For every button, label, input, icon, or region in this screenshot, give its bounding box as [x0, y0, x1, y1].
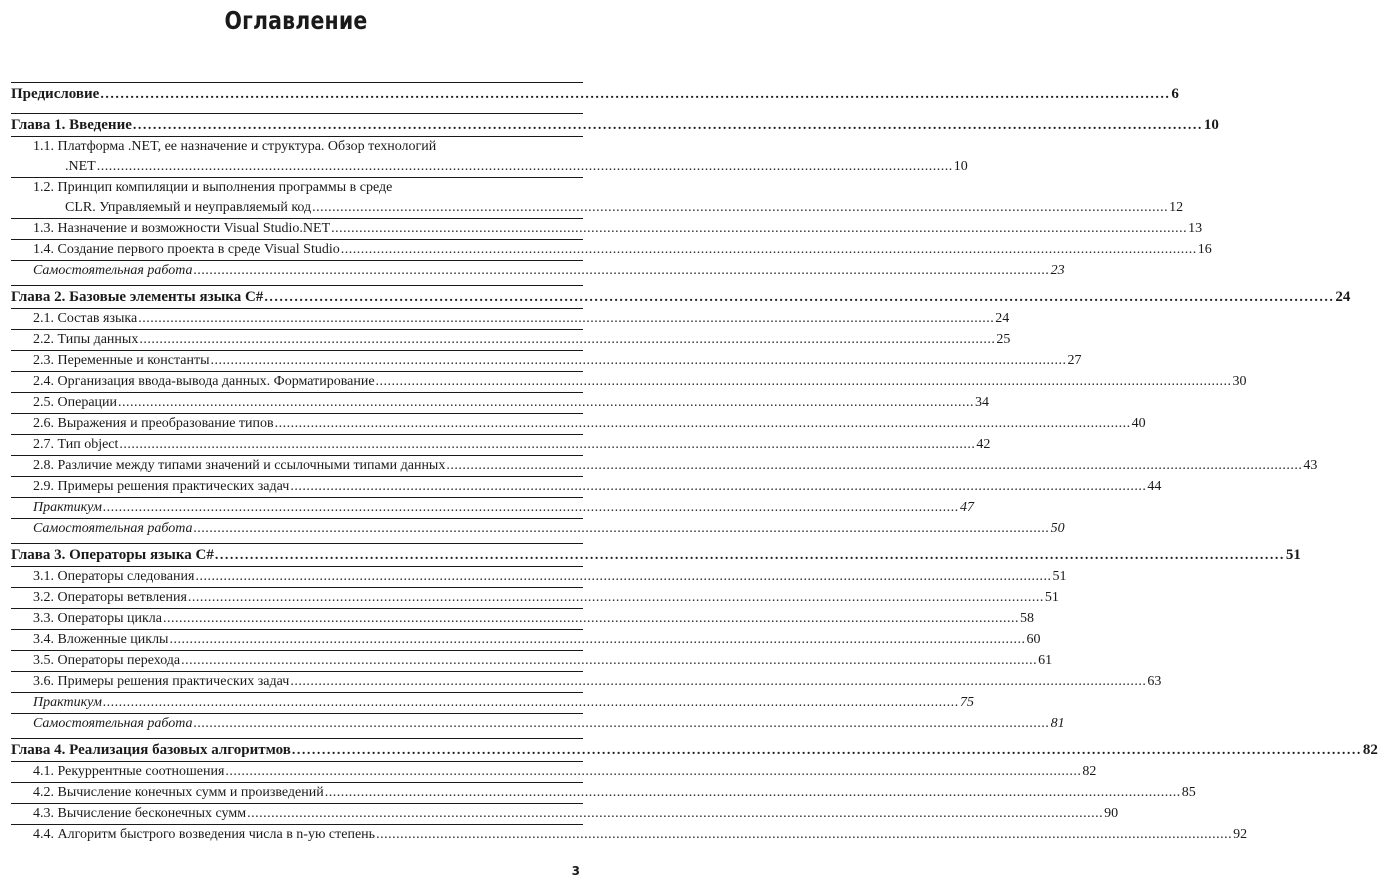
- dot-leader: [138, 309, 994, 329]
- section-title: 2.4. Организация ввода-вывода данных. Форматирование: [33, 374, 375, 389]
- preface-title: Предисловие: [11, 86, 100, 102]
- section-entry[interactable]: [11, 762, 1097, 782]
- section-title-line[interactable]: 1.1. Платформа .NET, ее назначение и структура. Обзор технологий: [33, 139, 437, 154]
- dot-leader: [312, 198, 1168, 218]
- section-entry[interactable]: [11, 567, 1067, 587]
- dot-leader: [325, 783, 1181, 803]
- section-title-line[interactable]: 1.2. Принцип компиляции и выполнения программы в среде: [33, 180, 393, 195]
- dot-leader: [290, 477, 1146, 497]
- dot-leader: [376, 372, 1232, 392]
- section-entry[interactable]: [11, 157, 968, 177]
- section-title: 3.1. Операторы следования: [33, 569, 195, 584]
- chapter-title: Глава 1. Введение: [11, 117, 132, 133]
- section-page: 44: [1147, 479, 1162, 494]
- dot-leader: [275, 414, 1131, 434]
- section-entry[interactable]: [11, 219, 1203, 239]
- section-entry[interactable]: [11, 630, 1041, 650]
- chapter-page: 24: [1335, 289, 1351, 305]
- chapter-title: Глава 3. Операторы языка C#: [11, 547, 214, 563]
- exercise-entry[interactable]: [11, 693, 974, 713]
- section-page: 27: [1067, 353, 1082, 368]
- section-page: 30: [1232, 374, 1247, 389]
- dot-leader: [163, 609, 1019, 629]
- section-entry[interactable]: [11, 309, 1010, 329]
- dot-leader: [133, 115, 1203, 137]
- dot-leader: [194, 261, 1050, 281]
- dot-leader: [188, 588, 1044, 608]
- section-page: 16: [1197, 242, 1212, 257]
- section-entry[interactable]: [11, 783, 1196, 803]
- section-entry[interactable]: [11, 477, 1162, 497]
- table-of-contents: [11, 82, 1378, 849]
- section-page: 40: [1131, 416, 1146, 431]
- spacer: [11, 845, 583, 849]
- section-entry[interactable]: [11, 804, 1119, 824]
- section-title: Самостоятельная работа: [33, 521, 193, 536]
- section-page: 43: [1303, 458, 1318, 473]
- chapter-page: 82: [1362, 742, 1378, 758]
- section-title: 3.6. Примеры решения практических задач: [33, 674, 290, 689]
- section-title: 3.2. Операторы ветвления: [33, 590, 187, 605]
- dot-leader: [290, 672, 1146, 692]
- section-title: 1.4. Создание первого проекта в среде Visual Studio: [33, 242, 340, 257]
- section-title: 2.9. Примеры решения практических задач: [33, 479, 290, 494]
- section-title: 2.3. Переменные и константы: [33, 353, 210, 368]
- dot-leader: [103, 498, 959, 518]
- section-page: 61: [1038, 653, 1053, 668]
- section-title: Практикум: [33, 695, 102, 710]
- section-title: 4.2. Вычисление конечных сумм и произведений: [33, 785, 324, 800]
- dot-leader: [331, 219, 1187, 239]
- chapter-entry[interactable]: [11, 544, 1301, 566]
- section-title: 4.1. Рекуррентные соотношения: [33, 764, 225, 779]
- section-title: 2.5. Операции: [33, 395, 118, 410]
- section-entry[interactable]: [11, 825, 1248, 845]
- dot-leader: [215, 545, 1285, 567]
- exercise-entry[interactable]: [11, 714, 1065, 734]
- dot-leader: [97, 157, 953, 177]
- chapter-entry[interactable]: [11, 739, 1378, 761]
- section-entry[interactable]: [11, 609, 1034, 629]
- chapters-list: [11, 113, 1378, 849]
- chapter-page: 10: [1203, 117, 1219, 133]
- dot-leader: [119, 435, 975, 455]
- section-page: 60: [1026, 632, 1041, 647]
- chapter-title: Глава 4. Реализация базовых алгоритмов: [11, 742, 291, 758]
- dot-leader: [194, 519, 1050, 539]
- section-title: .NET: [65, 159, 96, 174]
- dot-leader: [211, 351, 1067, 371]
- chapter-title: Глава 2. Базовые элементы языка C#: [11, 289, 264, 305]
- section-title: Самостоятельная работа: [33, 263, 193, 278]
- section-title: Самостоятельная работа: [33, 716, 193, 731]
- chapter-page: 51: [1285, 547, 1301, 563]
- section-page: 13: [1188, 221, 1203, 236]
- dot-leader: [139, 330, 995, 350]
- section-title: 2.8. Различие между типами значений и ссылочными типами данных: [33, 458, 446, 473]
- exercise-entry[interactable]: [11, 261, 1065, 281]
- section-entry[interactable]: [11, 240, 1212, 260]
- section-title: 3.5. Операторы перехода: [33, 653, 181, 668]
- page-title: Оглавление: [224, 6, 368, 35]
- section-page: 51: [1044, 590, 1059, 605]
- section-page: 42: [976, 437, 991, 452]
- dot-leader: [446, 456, 1302, 476]
- section-title: 4.3. Вычисление бесконечных сумм: [33, 806, 247, 821]
- section-page: 82: [1082, 764, 1097, 779]
- section-title: 2.1. Состав языка: [33, 311, 138, 326]
- section-title: 3.4. Вложенные циклы: [33, 632, 169, 647]
- section-page: 50: [1050, 521, 1065, 536]
- dot-leader: [341, 240, 1197, 260]
- dot-leader: [247, 804, 1103, 824]
- section-entry[interactable]: [11, 588, 1059, 608]
- dot-leader: [264, 287, 1334, 309]
- section-page: 23: [1050, 263, 1065, 278]
- section-page: 24: [995, 311, 1010, 326]
- section-title: 4.4. Алгоритм быстрого возведения числа в n-ую степень: [33, 827, 376, 842]
- section-page: 81: [1050, 716, 1065, 731]
- section-title: 3.3. Операторы цикла: [33, 611, 162, 626]
- section-title: 2.2. Типы данных: [33, 332, 139, 347]
- section-page: 92: [1233, 827, 1248, 842]
- section-page: 12: [1169, 200, 1184, 215]
- dot-leader: [100, 84, 1170, 106]
- section-page: 10: [953, 159, 968, 174]
- section-page: 25: [996, 332, 1011, 347]
- section-entry[interactable]: [11, 198, 1184, 218]
- exercise-entry[interactable]: [11, 498, 974, 518]
- section-entry[interactable]: [11, 393, 990, 413]
- section-entry[interactable]: [11, 435, 991, 455]
- dot-leader: [292, 740, 1362, 762]
- section-entry[interactable]: [11, 456, 1318, 476]
- section-entry[interactable]: [11, 351, 1082, 371]
- dot-leader: [376, 825, 1232, 845]
- section-title: 1.3. Назначение и возможности Visual Studio.NET: [33, 221, 331, 236]
- section-page: 51: [1052, 569, 1067, 584]
- section-page: 47: [959, 500, 974, 515]
- section-page: 75: [959, 695, 974, 710]
- section-page: 90: [1104, 806, 1119, 821]
- dot-leader: [194, 714, 1050, 734]
- preface-page: 6: [1171, 86, 1179, 102]
- dot-leader: [195, 567, 1051, 587]
- dot-leader: [181, 651, 1037, 671]
- section-title: Практикум: [33, 500, 102, 515]
- section-page: 85: [1181, 785, 1196, 800]
- preface-entry[interactable]: [11, 83, 1179, 105]
- dot-leader: [103, 693, 959, 713]
- section-entry[interactable]: [11, 330, 1011, 350]
- chapter-entry[interactable]: [11, 286, 1351, 308]
- dot-leader: [118, 393, 974, 413]
- dot-leader: [225, 762, 1081, 782]
- section-entry[interactable]: [11, 414, 1146, 434]
- section-entry[interactable]: [11, 372, 1247, 392]
- section-title: CLR. Управляемый и неуправляемый код: [65, 200, 312, 215]
- dot-leader: [169, 630, 1025, 650]
- section-entry[interactable]: [11, 672, 1162, 692]
- section-page: 63: [1147, 674, 1162, 689]
- section-title: 2.6. Выражения и преобразование типов: [33, 416, 274, 431]
- section-page: 34: [975, 395, 990, 410]
- spacer: [11, 105, 583, 113]
- section-title: 2.7. Тип object: [33, 437, 119, 452]
- exercise-entry[interactable]: [11, 519, 1065, 539]
- section-page: 58: [1020, 611, 1034, 626]
- chapter-entry[interactable]: [11, 114, 1219, 136]
- page-number: 3: [571, 864, 580, 878]
- section-entry[interactable]: [11, 651, 1053, 671]
